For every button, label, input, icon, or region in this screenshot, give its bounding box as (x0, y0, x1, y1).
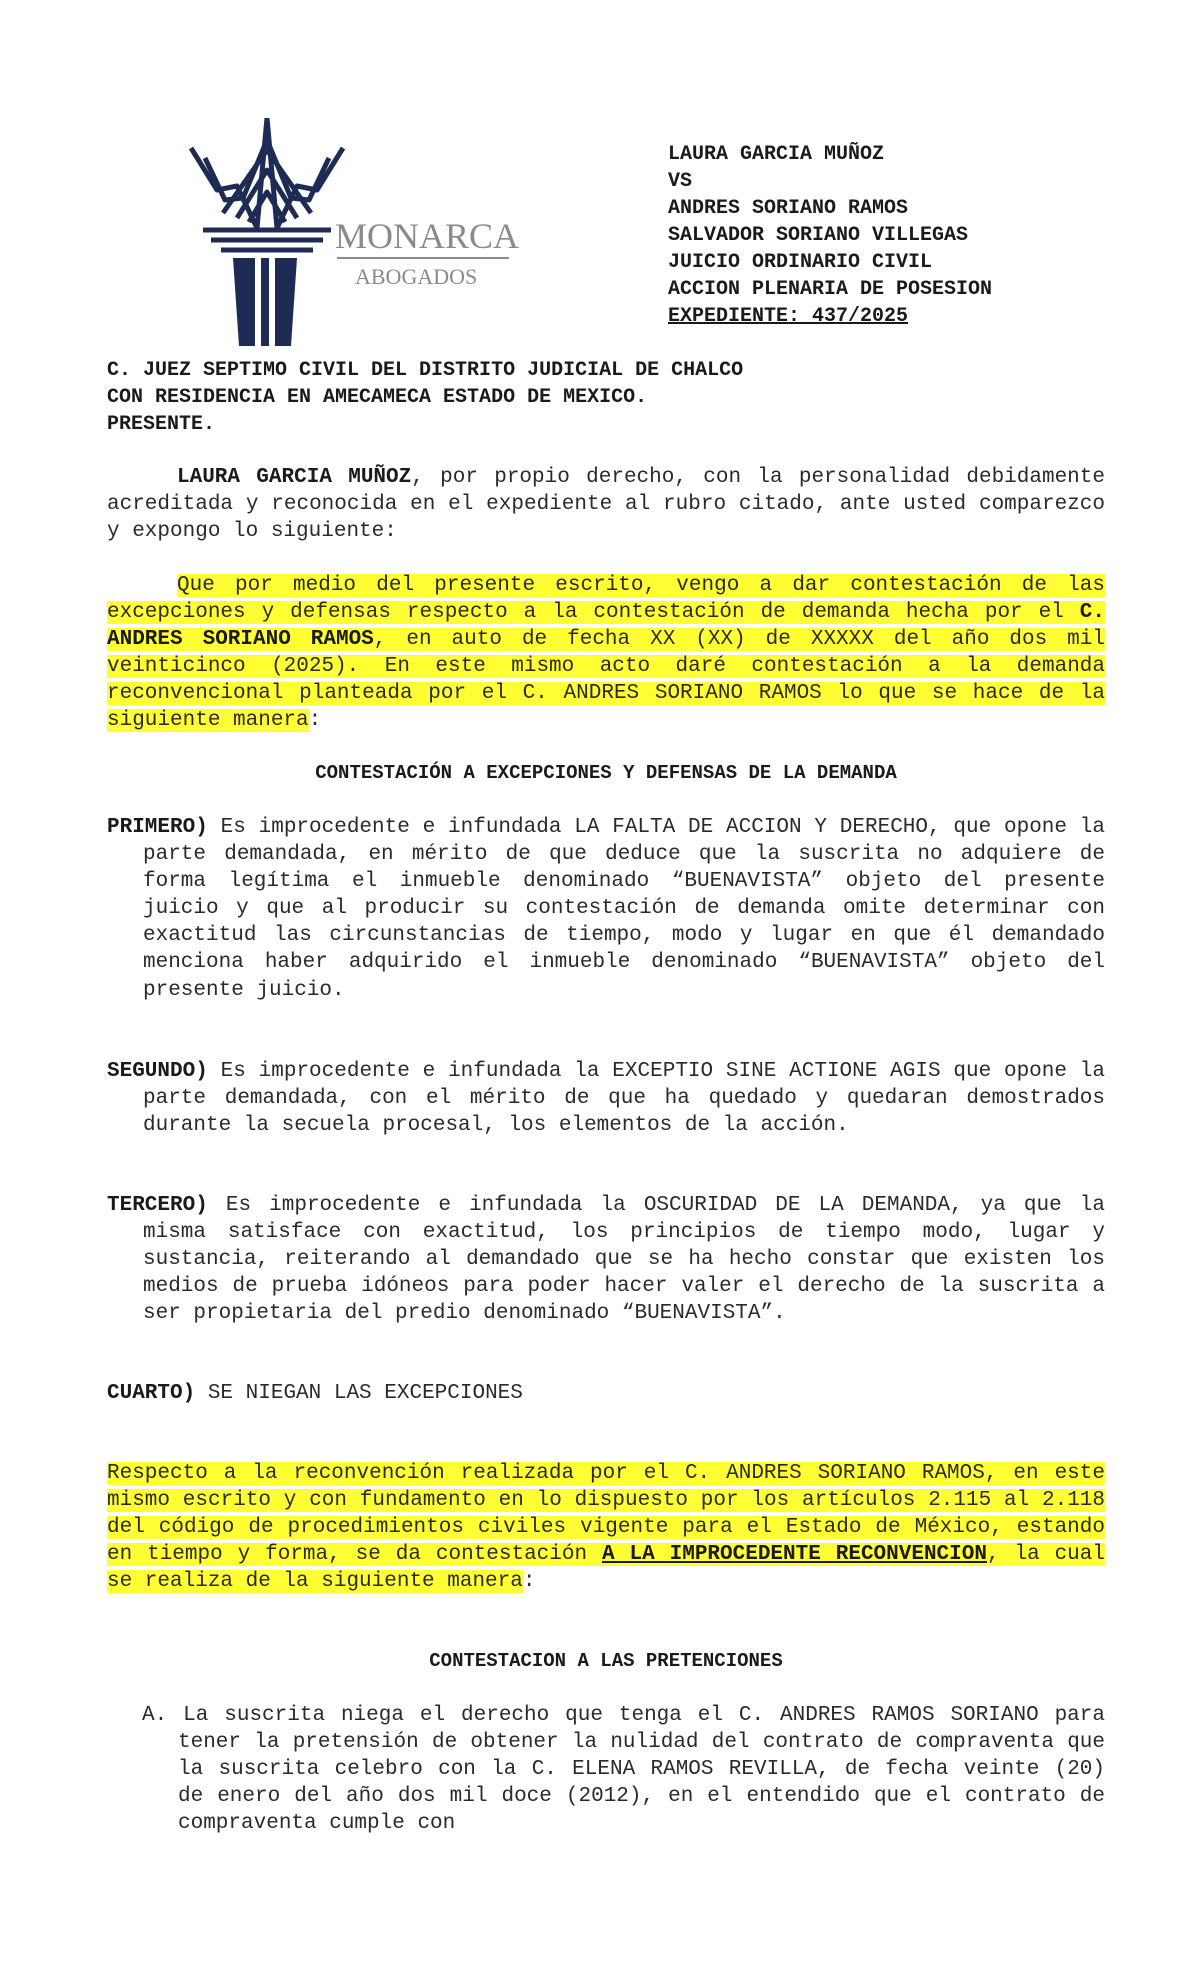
exception-label: CUARTO) (107, 1382, 196, 1405)
case-caption (668, 141, 1138, 330)
caption-line: JUICIO ORDINARIO CIVIL (668, 251, 933, 274)
intro-text: , por propio derecho, con la personalidad debidamente acreditada y reconocida en el expediente al rubro citado, ante usted comparezco y expongo lo siguiente: (107, 466, 1105, 544)
caption-line: SALVADOR SORIANO VILLEGAS (668, 224, 969, 247)
exception-item (107, 814, 1105, 1004)
logo-brand-text: MONARCA (335, 216, 520, 256)
crown-emblem-icon (191, 118, 343, 250)
addressee-line-3: PRESENTE. (107, 413, 216, 436)
exception-text: Es improcedente e infundada la OSCURIDAD DE LA DEMANDA, ya que la misma satisface con exactitud, los principios de tiempo modo, lugar y sustancia, reiterando al demandado que se ha hecho constar que existen los medios de prueba idóneos para poder hacer valer el derecho de la suscrita a ser propietaria del predio denominado “BUENAVISTA”. (143, 1194, 1105, 1326)
caption-line: ANDRES SORIANO RAMOS (668, 197, 909, 220)
purpose-text-2: , en auto de fecha XX (XX) de XXXXX del año dos mil veinticinco (2025). En este mismo acto daré contestación a la demanda reconvencional planteada por el C. ANDRES SORIANO RAMOS lo que se hace de la siguiente manera (107, 628, 1105, 733)
column-icon (233, 258, 297, 346)
exception-label: SEGUNDO) (107, 1060, 208, 1083)
reconvention-bold: A LA IMPROCEDENTE RECONVENCION (602, 1543, 987, 1567)
caption-line: VS (668, 170, 693, 193)
intro-paragraph (107, 464, 1105, 545)
intro-name: LAURA GARCIA MUÑOZ (177, 466, 412, 489)
addressee-line-2: CON RESIDENCIA EN AMECAMECA ESTADO DE MEXICO. (107, 386, 648, 409)
pretension-item (142, 1702, 1105, 1837)
exception-text: Es improcedente e infundada LA FALTA DE ACCION Y DERECHO, que opone la parte demandada, en mérito de que deduce que la suscrita no adquiere de forma legítima el inmueble denominado “BUENAVISTA” objeto del presente juicio y que al producir su contestación de demanda omite determinar con exactitud las circunstancias de tiempo, modo y lugar en que él demandado menciona haber adquirido el inmueble denominado “BUENAVISTA” objeto del presente juicio. (143, 816, 1105, 1002)
purpose-paragraph (107, 572, 1105, 735)
expediente-number: EXPEDIENTE: 437/2025 (668, 305, 909, 328)
exception-item (107, 1058, 1105, 1139)
exception-label: PRIMERO) (107, 816, 208, 839)
exception-text: Es improcedente e infundada la EXCEPTIO SINE ACTIONE AGIS que opone la parte demandada, con el mérito de que ha quedado y quedaran demostrados durante la secuela procesal, los elementos de la acción. (143, 1060, 1105, 1138)
pretension-letter: A. (142, 1704, 168, 1727)
purpose-name: C. ANDRES SORIANO RAMOS (107, 601, 1105, 652)
heading-pretensions: CONTESTACION A LAS PRETENCIONES (429, 1650, 783, 1672)
addressee-block (107, 357, 1107, 438)
addressee-line-1: C. JUEZ SEPTIMO CIVIL DEL DISTRITO JUDICIAL DE CHALCO (107, 359, 744, 382)
heading-exceptions: CONTESTACIÓN A EXCEPCIONES Y DEFENSAS DE LA DEMANDA (315, 762, 897, 784)
reconvention-text-1: Respecto a la reconvención realizada por el C. ANDRES SORIANO RAMOS, en este mismo escrito y con fundamento en lo dispuesto por los artículos 2.115 al 2.118 del código de procedimientos civiles vigente para el Estado de México, estando en tiempo y forma, se da contestación (107, 1462, 1105, 1567)
exception-item (107, 1192, 1105, 1327)
logo-subtitle-text: ABOGADOS (355, 264, 478, 289)
exception-item (107, 1380, 1105, 1407)
purpose-text-1: Que por medio del presente escrito, vengo a dar contestación de las excepciones y defensas respecto a la contestación de demanda hecha por el (107, 574, 1105, 625)
reconvention-paragraph (107, 1460, 1105, 1595)
exception-text: SE NIEGAN LAS EXCEPCIONES (207, 1382, 523, 1405)
reconvention-end: : (522, 1570, 536, 1594)
monarca-logo (185, 118, 525, 348)
purpose-end: : (308, 709, 322, 733)
caption-line: LAURA GARCIA MUÑOZ (668, 143, 885, 166)
exception-label: TERCERO) (107, 1194, 208, 1217)
caption-line: ACCION PLENARIA DE POSESION (668, 278, 993, 301)
pretension-text: La suscrita niega el derecho que tenga el C. ANDRES RAMOS SORIANO para tener la pretensión de obtener la nulidad del contrato de compraventa que la suscrita celebro con la C. ELENA RAMOS REVILLA, de fecha veinte (20) de enero del año dos mil doce (2012), en el entendido que el contrato de compraventa cumple con (178, 1704, 1105, 1836)
reconvention-text-2: , la cual se realiza de la siguiente manera (107, 1543, 1105, 1594)
